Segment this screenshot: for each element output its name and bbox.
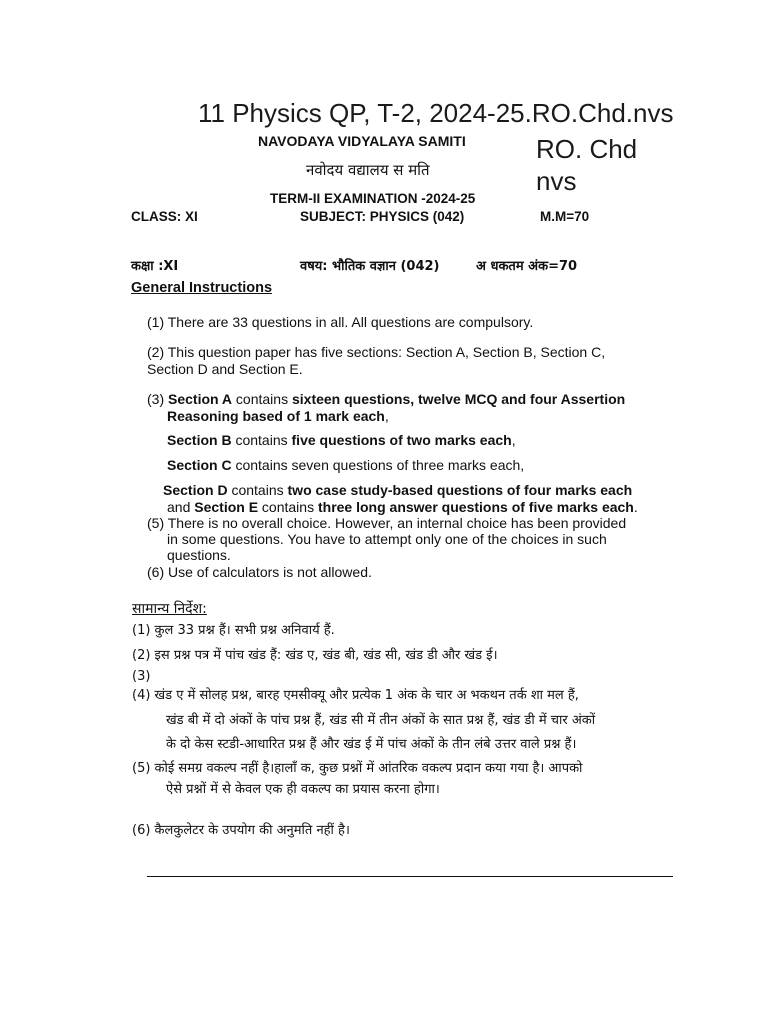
section-b-detail: five questions of two marks each	[291, 432, 512, 448]
watermark-side-line2: nvs	[536, 166, 577, 196]
instruction-item-3-section-c	[167, 457, 524, 474]
text-fragment: ,	[511, 432, 516, 448]
organization-name: NAVODAYA VIDYALAYA SAMITI	[258, 133, 466, 149]
section-d-detail: two case study-based questions of four marks each	[287, 482, 633, 498]
section-c-detail: contains seven questions of three marks each,	[231, 457, 525, 473]
text-fragment: contains	[227, 482, 288, 498]
instruction-item-3-section-d	[163, 482, 632, 499]
item-number: (3)	[147, 391, 168, 407]
max-marks-label: M.M=70	[540, 209, 590, 224]
instruction-item-5-line3: questions.	[167, 547, 231, 563]
class-label: CLASS: XI	[131, 209, 198, 224]
general-instructions-heading: General Instructions	[131, 280, 273, 296]
subject-label: SUBJECT: PHYSICS (042)	[300, 209, 465, 224]
text-fragment: ,	[384, 408, 389, 424]
instruction-item-5-line2: in some questions. You have to attempt only one of the choices in such	[167, 531, 607, 547]
section-e-detail: three long answer questions of five marks each	[317, 499, 634, 515]
watermark-title: 11 Physics QP, T-2, 2024-25.RO.Chd.nvs	[198, 98, 674, 128]
organization-name-hindi: नवोदय वद्यालय स मति	[306, 161, 430, 179]
instruction-item-3-section-a	[147, 391, 625, 408]
text-fragment: and	[167, 499, 195, 515]
instruction-item-1: (1) There are 33 questions in all. All questions are compulsory.	[147, 314, 534, 330]
section-a-detail-line2: Reasoning based of 1 mark each	[167, 408, 385, 424]
hindi-instruction-item-4-line2: खंड बी में दो अंकों के पांच प्रश्न हैं, खंड सी में तीन अंकों के सात प्रश्न हैं, खंड डी में चार अंकों	[166, 713, 596, 728]
hindi-instructions-heading: सामान्य निर्देश:	[132, 601, 207, 617]
instruction-item-5-line1: (5) There is no overall choice. However, an internal choice has been provided	[147, 515, 627, 531]
section-e-label: Section E	[194, 499, 259, 515]
instruction-item-3-section-a-line2	[167, 408, 389, 425]
instruction-item-3-section-e	[167, 499, 638, 516]
watermark-side-line1: RO. Chd	[536, 134, 638, 164]
hindi-instruction-item-5-line2: ऐसे प्रश्नों में से केवल एक ही वकल्प का प्रयास करना होगा।	[166, 782, 440, 797]
hindi-instruction-item-4-line1: (4) खंड ए में सोलह प्रश्न, बारह एमसीक्यू और प्रत्येक 1 अंक के चार अ भकथन तर्क शा मल हैं,	[132, 688, 579, 703]
hindi-instruction-item-6: (6) कैलकुलेटर के उपयोग की अनुमति नहीं है।	[132, 823, 350, 838]
text-fragment: contains	[232, 391, 292, 407]
subject-label-hindi: वषय: भौतिक वज्ञान (042)	[300, 259, 440, 274]
section-b-label: Section B	[167, 432, 232, 448]
max-marks-label-hindi: अ धकतम अंक=70	[476, 259, 578, 274]
hindi-instruction-item-4-line3: के दो केस स्टडी-आधारित प्रश्न हैं और खंड ई में पांच अंकों के तीन लंबे उत्तर वाले प्रश्न हैं।	[166, 737, 577, 752]
text-fragment: contains	[258, 499, 318, 515]
text-fragment: .	[633, 499, 638, 515]
hindi-instruction-item-3: (3)	[132, 669, 151, 684]
section-a-detail: sixteen questions, twelve MCQ and four Assertion	[291, 391, 626, 407]
instruction-item-2-line2: Section D and Section E.	[147, 361, 303, 377]
exam-title: TERM-II EXAMINATION -2024-25	[270, 191, 476, 206]
text-fragment: contains	[231, 432, 292, 448]
section-a-label: Section A	[168, 391, 233, 407]
divider-line	[147, 876, 673, 877]
hindi-instruction-item-5-line1: (5) कोई समग्र वकल्प नहीं है।हालाँ क, कुछ प्रश्नों में आंतरिक वकल्प प्रदान कया गया है। आपको	[132, 761, 583, 776]
section-c-label: Section C	[167, 457, 232, 473]
instruction-item-3-section-b	[167, 432, 516, 449]
section-d-label: Section D	[163, 482, 228, 498]
hindi-instruction-item-1: (1) कुल 33 प्रश्न हैं। सभी प्रश्न अनिवार्य हैं.	[132, 623, 335, 638]
class-label-hindi: कक्षा :XI	[131, 259, 179, 274]
hindi-instruction-item-2: (2) इस प्रश्न पत्र में पांच खंड हैं: खंड ए, खंड बी, खंड सी, खंड डी और खंड ई।	[132, 648, 498, 663]
instruction-item-6: (6) Use of calculators is not allowed.	[147, 564, 372, 580]
instruction-item-2-line1: (2) This question paper has five sections: Section A, Section B, Section C,	[147, 344, 606, 360]
